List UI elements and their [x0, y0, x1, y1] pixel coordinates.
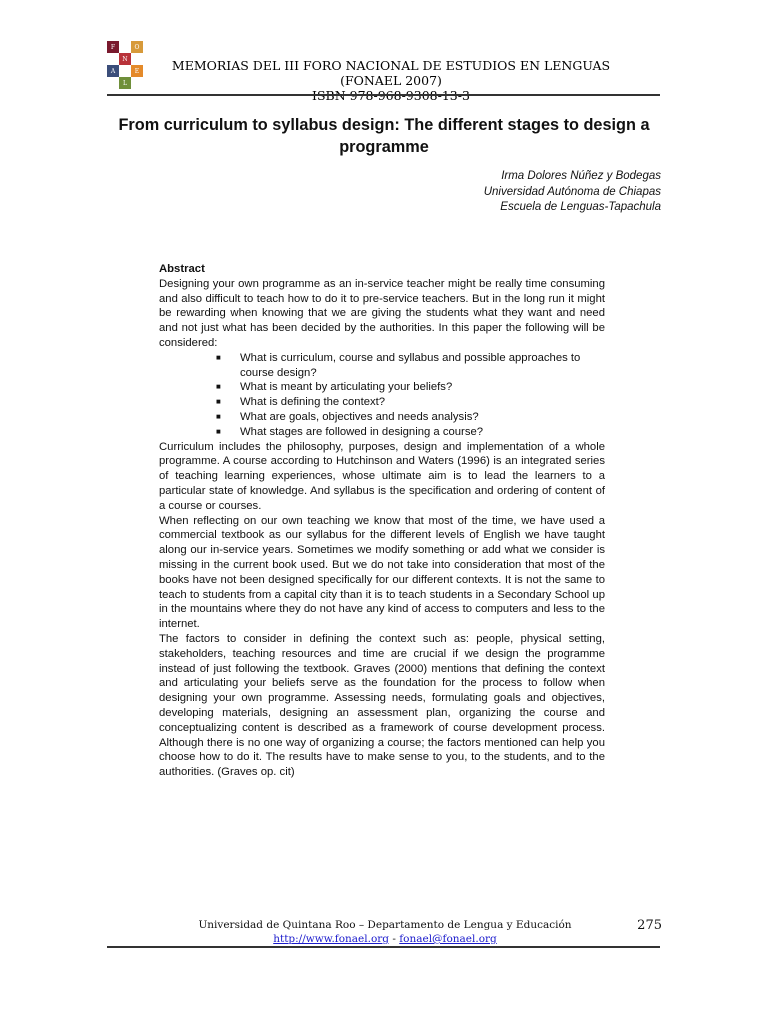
- logo-cell-l: L: [119, 77, 131, 89]
- topic-list: [159, 351, 605, 440]
- list-item: [216, 351, 605, 381]
- list-item: [216, 395, 605, 410]
- list-item-text: What is curriculum, course and syllabus and possible approaches to course design?: [240, 351, 581, 379]
- paragraph-curriculum: Curriculum includes the philosophy, purposes, design and implementation of a whole programme. A course according to Hutchinson and Waters (1996) is an integrated series of teaching learning experiences, whose ultimate aim is to lead the learners to a particular state of knowledge. And syllabus is the specification and ordering of content of a course or courses.: [159, 440, 605, 512]
- logo-cell-blank: [131, 77, 143, 89]
- link-separator: -: [389, 933, 400, 945]
- list-item-text: What stages are followed in designing a course?: [240, 425, 484, 438]
- footer-divider: [107, 946, 660, 948]
- author-name: Irma Dolores Núñez y Bodegas: [501, 170, 661, 182]
- list-item-text: What are goals, objectives and needs analysis?: [240, 410, 479, 423]
- author-affiliation: Universidad Autónoma de Chiapas: [483, 185, 661, 198]
- list-item-text: What is meant by articulating your beliefs?: [240, 381, 453, 394]
- paragraph-context: The factors to consider in defining the context such as: people, physical setting, stakeholders, teaching resources and time are crucial if we design the programme instead of just following the textbook. Graves (2000) mentions that defining the context and articulating your beliefs serve as the foundation for the process to follow when designing your own programme. Assessing needs, formulating goals and objectives, developing materials, designing an assessment plan, organizing the course and conceptualizing content is described as a framework of course development process. Although there is no one way of organizing a course; the factors mentioned can help you choose how to do it. The results have to make sense to you, to the students, and to the authorities. (Graves op. cit): [159, 632, 605, 779]
- logo-cell-a: A: [107, 65, 119, 77]
- bullet-icon: ■: [216, 411, 221, 421]
- logo-cell-blank: [119, 65, 131, 77]
- bullet-icon: ■: [216, 352, 221, 362]
- email-link[interactable]: fonael@fonael.org: [399, 933, 497, 945]
- abstract-heading: Abstract: [159, 263, 205, 275]
- isbn: ISBN 978-968-9308-13-3: [312, 88, 470, 103]
- list-item-text: What is defining the context?: [240, 396, 386, 409]
- paragraph-reflection: When reflecting on our own teaching we know that most of the time, we have used a commercial textbook as our syllabus for the different levels of English we have taught along our in-service years. Sometimes we modify something or add what we consider is missing in the current book used. But we do not take into consideration that most of the books have not been designed specifically for our different contexts. It is not the same to teach to students from a capital city than it is to teach students in a Secondary School up in the mountains where they do not have any kind of access to computers and less to the internet.: [159, 514, 605, 631]
- logo-cell-f: F: [107, 41, 119, 53]
- footer-links: [180, 932, 590, 946]
- logo-cell-n: N: [119, 53, 131, 65]
- logo-cell-blank: [107, 53, 119, 65]
- author-department: Escuela de Lenguas-Tapachula: [500, 201, 661, 213]
- logo-cell-blank: [131, 53, 143, 65]
- bullet-icon: ■: [216, 426, 221, 436]
- conference-header: [156, 58, 626, 103]
- footer-institution: Universidad de Quintana Roo – Departamento de Lengua y Educación: [198, 919, 572, 931]
- logo-cell-o: O: [131, 41, 143, 53]
- website-link[interactable]: http://www.fonael.org: [273, 933, 390, 945]
- bullet-icon: ■: [216, 397, 221, 407]
- header-divider: [107, 94, 660, 96]
- article-body: [159, 262, 605, 780]
- logo-cell-blank: [119, 41, 131, 53]
- article-title: From curriculum to syllabus design: The different stages to design a programme: [118, 116, 650, 156]
- bullet-icon: ■: [216, 382, 221, 392]
- list-item: [216, 380, 605, 395]
- list-item: [216, 410, 605, 425]
- list-item: [216, 425, 605, 440]
- page-number: 275: [637, 918, 662, 933]
- conference-name: MEMORIAS DEL III FORO NACIONAL DE ESTUDIOS EN LENGUAS (FONAEL 2007): [171, 58, 611, 88]
- logo-cell-e: E: [131, 65, 143, 77]
- logo-cell-blank: [107, 77, 119, 89]
- author-block: [484, 169, 661, 216]
- fonael-logo: [107, 41, 143, 89]
- abstract-intro: Designing your own programme as an in-service teacher might be really time consuming and also difficult to teach how to do it to pre-service teachers. But in the long run it might be rewarding when knowing that we are giving the students what they want and need and not just what has been decided by the authorities. In this paper the following will be considered:: [159, 277, 605, 349]
